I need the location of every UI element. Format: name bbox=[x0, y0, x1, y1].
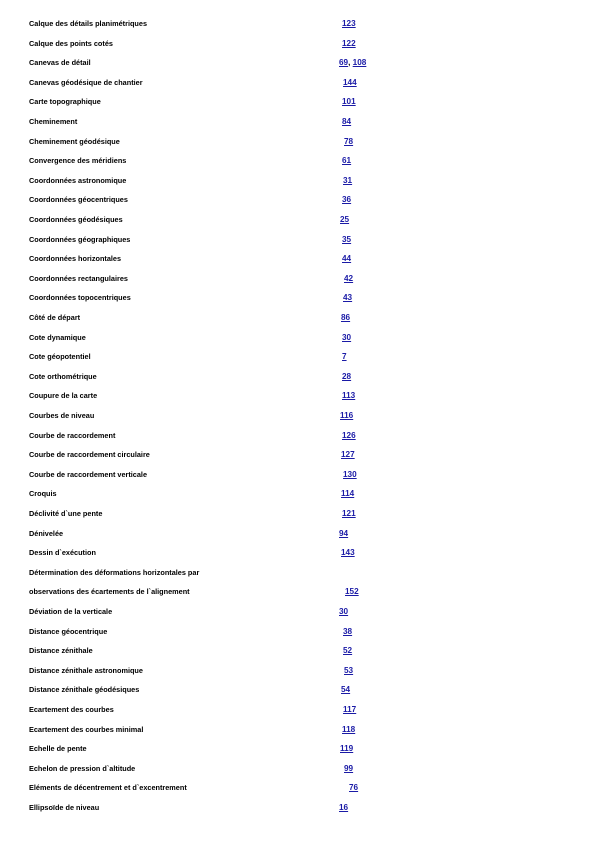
page-references bbox=[343, 626, 352, 638]
page-link[interactable]: 38 bbox=[343, 626, 353, 636]
index-entry bbox=[0, 508, 595, 520]
page-link[interactable]: 36 bbox=[342, 195, 352, 205]
index-entry bbox=[0, 351, 595, 363]
index-term: Croquis bbox=[29, 489, 57, 499]
page-references bbox=[344, 273, 353, 285]
index-term: Canevas géodésique de chantier bbox=[29, 77, 143, 87]
index-entry bbox=[0, 234, 595, 246]
index-entry bbox=[0, 371, 595, 383]
index-term: Cote géopotentiel bbox=[29, 352, 91, 362]
index-entry bbox=[0, 390, 595, 402]
page-link[interactable]: 152 bbox=[345, 587, 359, 597]
page-references bbox=[343, 175, 352, 187]
index-term: Courbes de niveau bbox=[29, 411, 95, 420]
page-link[interactable]: 143 bbox=[341, 548, 355, 558]
page-link[interactable]: 42 bbox=[344, 273, 354, 283]
page-references bbox=[342, 371, 351, 383]
page-references bbox=[342, 724, 355, 736]
page-link[interactable]: 116 bbox=[340, 411, 354, 420]
index-term: Coordonnées horizontales bbox=[29, 254, 122, 264]
index-entry bbox=[0, 645, 595, 657]
index-entry bbox=[0, 724, 595, 736]
page-link[interactable]: 117 bbox=[343, 705, 357, 714]
index-term: Coordonnées rectangulaires bbox=[29, 273, 128, 283]
index-entry bbox=[0, 18, 595, 30]
page-link[interactable]: 121 bbox=[342, 509, 356, 518]
page-link[interactable]: 16 bbox=[339, 803, 349, 812]
index-term: Côté de départ bbox=[29, 313, 81, 322]
index-term: Coordonnées astronomique bbox=[29, 175, 127, 185]
index-term: Courbe de raccordement circulaire bbox=[29, 450, 150, 460]
index-term: Coordonnées géographiques bbox=[29, 234, 131, 244]
page-references bbox=[342, 38, 356, 50]
page-references bbox=[342, 18, 356, 30]
page-references bbox=[342, 96, 356, 108]
page-link[interactable]: 44 bbox=[342, 254, 352, 264]
page-references bbox=[341, 312, 350, 324]
page-references bbox=[342, 351, 347, 363]
page-references bbox=[341, 684, 350, 696]
page-link[interactable]: 7 bbox=[342, 352, 347, 362]
index-entry bbox=[0, 96, 595, 108]
page-link[interactable]: 30 bbox=[342, 332, 352, 342]
index-entry bbox=[0, 449, 595, 461]
page-references bbox=[344, 136, 353, 148]
page-references bbox=[343, 704, 356, 716]
index-entry bbox=[0, 567, 595, 579]
index-term: Calque des détails planimétriques bbox=[29, 19, 148, 28]
page-references bbox=[342, 234, 351, 246]
index-term: Dénivelée bbox=[29, 528, 64, 538]
index-term: Déclivité d`une pente bbox=[29, 509, 103, 518]
index-term: Déviation de la verticale bbox=[29, 607, 113, 616]
page-references bbox=[343, 292, 352, 304]
index-entry bbox=[0, 606, 595, 618]
index-entry bbox=[0, 38, 595, 50]
index-term: Distance géocentrique bbox=[29, 626, 108, 636]
index-entry bbox=[0, 253, 595, 265]
index-term: Cheminement bbox=[29, 117, 78, 126]
index-term: observations des écartements de l`alignement bbox=[29, 587, 190, 597]
page-references bbox=[342, 194, 351, 206]
page-link[interactable]: 113 bbox=[342, 391, 356, 401]
page-references bbox=[341, 488, 354, 500]
index-term: Détermination des déformations horizontales par bbox=[29, 567, 200, 577]
index-term: Distance zénithale géodésiques bbox=[29, 685, 140, 695]
index-entry bbox=[0, 155, 595, 167]
page-link[interactable]: 86 bbox=[341, 313, 351, 322]
page-references bbox=[343, 77, 357, 89]
page-references bbox=[341, 547, 355, 559]
index-entry bbox=[0, 116, 595, 128]
index-entry bbox=[0, 684, 595, 696]
index-entry bbox=[0, 410, 595, 422]
index-term: Convergence des méridiens bbox=[29, 156, 127, 166]
page-link[interactable]: 101 bbox=[342, 97, 356, 107]
index-term: Echelle de pente bbox=[29, 744, 87, 754]
index-term: Eléments de décentrement et d`excentrement bbox=[29, 783, 187, 793]
index-entry bbox=[0, 136, 595, 148]
page-references bbox=[342, 390, 355, 402]
page-references bbox=[341, 449, 355, 461]
index-term: Ecartement des courbes minimal bbox=[29, 724, 144, 734]
index-term: Coordonnées géodésiques bbox=[29, 215, 123, 224]
page-link[interactable]: 78 bbox=[344, 136, 354, 146]
index-term: Courbe de raccordement verticale bbox=[29, 469, 148, 479]
page-link[interactable]: 127 bbox=[341, 450, 355, 460]
index-entry bbox=[0, 488, 595, 500]
page-link[interactable]: 76 bbox=[349, 783, 359, 793]
page-references: 69, 108 bbox=[339, 58, 367, 68]
page-link[interactable]: 61 bbox=[342, 156, 352, 166]
index-term: Cheminement géodésique bbox=[29, 136, 120, 146]
index-entry bbox=[0, 77, 595, 89]
page-link[interactable]: 35 bbox=[342, 234, 352, 244]
page-references bbox=[344, 665, 353, 677]
page-link[interactable]: 43 bbox=[343, 293, 353, 303]
index-term: Courbe de raccordement bbox=[29, 430, 116, 440]
page-link[interactable]: 99 bbox=[344, 763, 354, 773]
page-link[interactable]: 28 bbox=[342, 371, 352, 381]
page-link[interactable]: 84 bbox=[342, 117, 352, 126]
page-references bbox=[342, 332, 351, 344]
page-link[interactable]: 94 bbox=[339, 528, 349, 538]
index-term: Ecartement des courbes bbox=[29, 705, 114, 714]
index-entry bbox=[0, 469, 595, 481]
page-link[interactable]: 118 bbox=[342, 724, 356, 734]
page-references bbox=[339, 802, 348, 814]
index-term: Ellipsoïde de niveau bbox=[29, 803, 100, 812]
page-references bbox=[344, 763, 353, 775]
index-entry bbox=[0, 292, 595, 304]
index-term: Coordonnées topocentriques bbox=[29, 293, 131, 303]
page-link[interactable]: 108 bbox=[352, 58, 367, 68]
page-link[interactable]: 53 bbox=[344, 665, 354, 675]
page-link[interactable]: 114 bbox=[341, 489, 355, 499]
page-link[interactable]: 69 bbox=[339, 58, 349, 68]
index-term: Distance zénithale bbox=[29, 646, 93, 656]
page-references bbox=[342, 155, 351, 167]
page-link[interactable]: 52 bbox=[343, 646, 353, 656]
index-entry bbox=[0, 194, 595, 206]
page-references bbox=[340, 214, 349, 226]
index-term: Cote dynamique bbox=[29, 332, 86, 342]
page-references bbox=[345, 586, 359, 598]
index-entry bbox=[0, 312, 595, 324]
page-references bbox=[339, 606, 348, 618]
index-term: Coupure de la carte bbox=[29, 391, 98, 401]
index-term: Coordonnées géocentriques bbox=[29, 195, 128, 205]
index-entry bbox=[0, 332, 595, 344]
page-link[interactable]: 130 bbox=[343, 469, 357, 479]
page-link[interactable]: 31 bbox=[343, 175, 353, 185]
index-term: Dessin d`exécution bbox=[29, 548, 96, 558]
index-term: Distance zénithale astronomique bbox=[29, 665, 143, 675]
index-entry bbox=[0, 547, 595, 559]
page-references bbox=[340, 743, 353, 755]
index-term: Cote orthométrique bbox=[29, 371, 97, 381]
index-term: Calque des points cotés bbox=[29, 38, 113, 48]
index-entry bbox=[0, 214, 595, 226]
page-link[interactable]: 25 bbox=[340, 215, 350, 224]
index-entry bbox=[0, 704, 595, 716]
index-term: Canevas de détail bbox=[29, 58, 91, 68]
page-references bbox=[342, 430, 356, 442]
index-entry bbox=[0, 782, 595, 794]
page-link[interactable]: 54 bbox=[341, 685, 351, 695]
page-link[interactable]: 122 bbox=[342, 38, 356, 48]
page-references bbox=[340, 410, 353, 422]
index-entry bbox=[0, 430, 595, 442]
page-references bbox=[343, 469, 357, 481]
index-entry bbox=[0, 586, 595, 598]
page-link[interactable]: 126 bbox=[342, 430, 356, 440]
page-link[interactable]: 119 bbox=[340, 744, 354, 754]
index-entry bbox=[0, 802, 595, 814]
page-link[interactable]: 123 bbox=[342, 19, 356, 28]
index-entry bbox=[0, 763, 595, 775]
page-references bbox=[342, 116, 351, 128]
index-entry bbox=[0, 626, 595, 638]
index-term: Echelon de pression d`altitude bbox=[29, 763, 136, 773]
page-references bbox=[339, 528, 348, 540]
index-entry bbox=[0, 528, 595, 540]
index-entry bbox=[0, 743, 595, 755]
index-entry bbox=[0, 175, 595, 187]
page-references bbox=[343, 645, 352, 657]
index-term: Carte topographique bbox=[29, 97, 101, 107]
page-references bbox=[349, 782, 358, 794]
index-entry bbox=[0, 57, 595, 69]
page-link[interactable]: 144 bbox=[343, 77, 357, 87]
index-entry bbox=[0, 273, 595, 285]
page-references bbox=[342, 253, 351, 265]
index-entry bbox=[0, 665, 595, 677]
page-references bbox=[342, 508, 356, 520]
page-link[interactable]: 30 bbox=[339, 607, 349, 616]
